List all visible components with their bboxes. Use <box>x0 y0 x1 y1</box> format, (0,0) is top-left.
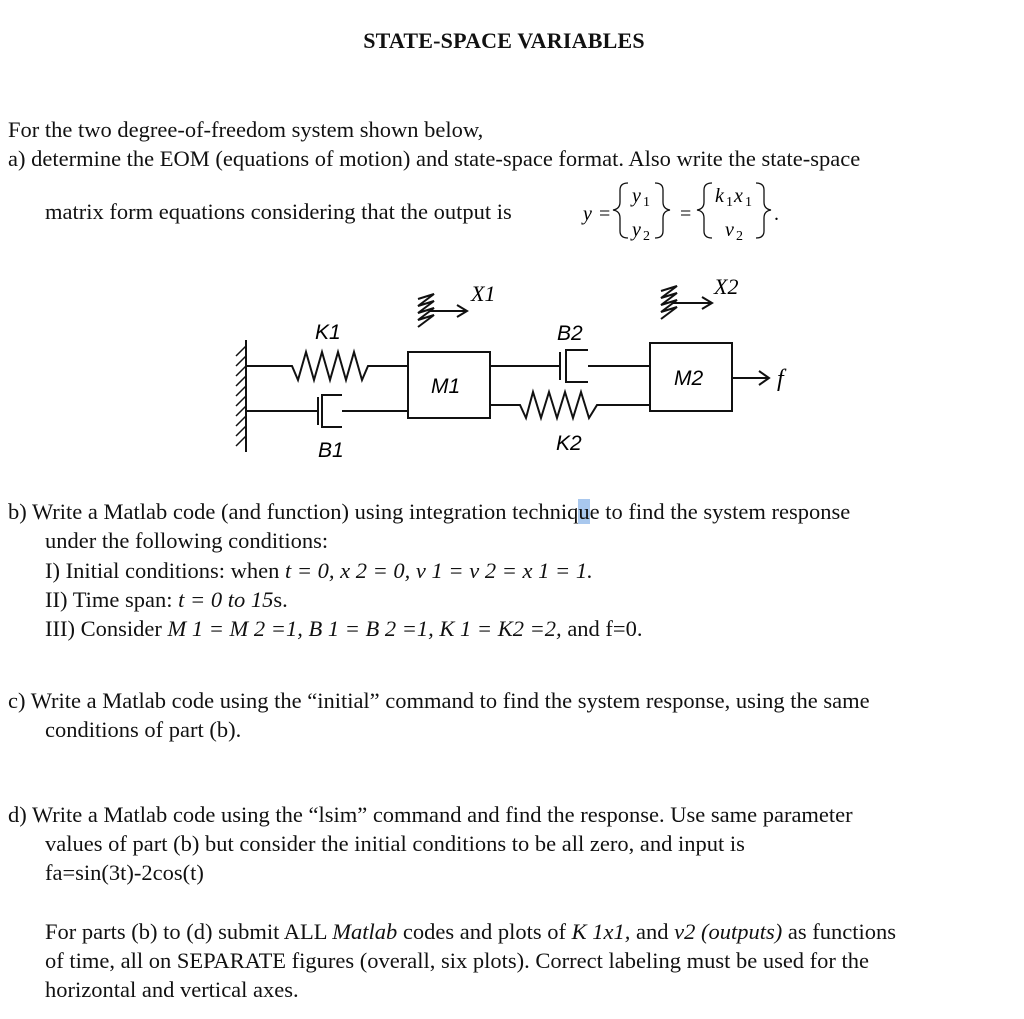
part-d-line3: fa=sin(3t)-2cos(t) <box>45 860 204 885</box>
closing-line2: of time, all on SEPARATE figures (overall, six plots). Correct labeling must be used for the <box>45 948 870 973</box>
label-b1: B1 <box>318 439 344 462</box>
closing-line3: horizontal and vertical axes. <box>45 977 299 1002</box>
label-x2: X2 <box>714 274 739 299</box>
mechanical-diagram <box>0 0 1024 480</box>
condition-iii <box>45 614 642 643</box>
part-b-line2: under the following conditions: <box>45 528 329 553</box>
eq-k1: k <box>715 185 724 207</box>
closing-l1-expr: K 1x1, <box>571 919 631 944</box>
label-k1: K1 <box>315 321 341 344</box>
label-m1: M1 <box>431 375 461 398</box>
eq-x1-sub: 1 <box>745 195 752 210</box>
eq-equals-2: = <box>680 203 692 225</box>
label-x1: X1 <box>471 281 496 306</box>
eq-y1-sub: 1 <box>643 195 650 210</box>
displacement-arrow-x1 <box>418 294 467 327</box>
condition-ii <box>45 585 288 614</box>
closing-l1-d: as functions <box>782 919 896 944</box>
eq-equals-1: = <box>599 203 611 225</box>
condition-i <box>45 556 593 585</box>
label-b2: B2 <box>557 322 583 345</box>
part-c-line1: c) Write a Matlab code using the “initial” command to find the system response, using the same <box>8 688 870 713</box>
condition-ii-suffix: s. <box>273 587 288 612</box>
eq-v2: v <box>725 219 734 241</box>
selected-text: u <box>578 499 590 524</box>
eq-y: y <box>583 203 592 225</box>
label-f: f <box>777 366 784 392</box>
spring-k1 <box>246 352 408 380</box>
part-b-line1-post: e to find the system response <box>589 499 851 524</box>
part-a-line2: matrix form equations considering that the output is <box>45 199 512 224</box>
part-b-line1 <box>8 497 850 526</box>
closing-l1-matlab: Matlab <box>332 919 398 944</box>
wall-hatch <box>236 346 246 446</box>
part-c-line2: conditions of part (b). <box>45 717 242 742</box>
damper-b1 <box>246 395 408 427</box>
eq-y1: y <box>632 185 641 207</box>
part-d-line2: values of part (b) but consider the initial conditions to be all zero, and input is <box>45 831 745 856</box>
closing-l1-v2: v2 (outputs) <box>674 919 783 944</box>
page-title: STATE-SPACE VARIABLES <box>363 28 645 53</box>
closing-l1-b: codes and plots of <box>397 919 572 944</box>
part-d-line1: d) Write a Matlab code using the “lsim” command and find the response. Use same parameter <box>8 802 853 827</box>
label-m2: M2 <box>674 367 704 390</box>
closing-l1-c: and <box>630 919 675 944</box>
condition-i-expr: t = 0, x 2 = 0, v 1 = v 2 = x 1 = 1. <box>284 558 593 583</box>
intro-text: For the two degree-of-freedom system shown below, <box>8 117 484 142</box>
condition-iii-suffix: and f=0. <box>561 616 643 641</box>
eq-period: . <box>774 203 779 225</box>
eq-v2-sub: 2 <box>736 229 743 244</box>
part-a-line1: a) determine the EOM (equations of motion) and state-space format. Also write the state-space <box>8 146 861 171</box>
damper-b2 <box>490 350 650 382</box>
eq-x1: x <box>734 185 743 207</box>
condition-ii-expr: t = 0 to 15 <box>178 587 274 612</box>
displacement-arrow-x2 <box>661 286 712 319</box>
eq-y2-sub: 2 <box>643 229 650 244</box>
spring-k2 <box>490 392 650 418</box>
part-b-line1-pre: b) Write a Matlab code (and function) using integration techniq <box>8 499 579 524</box>
condition-i-prefix: I) Initial conditions: when <box>45 558 285 583</box>
condition-iii-expr: M 1 = M 2 =1, B 1 = B 2 =1, K 1 = K2 =2, <box>167 616 562 641</box>
label-k2: K2 <box>556 432 582 455</box>
eq-y2: y <box>632 219 641 241</box>
condition-ii-prefix: II) Time span: <box>45 587 179 612</box>
closing-line1 <box>45 917 896 946</box>
closing-l1-a: For parts (b) to (d) submit ALL <box>45 919 333 944</box>
force-arrow <box>732 371 769 385</box>
eq-k1-sub: 1 <box>726 195 733 210</box>
condition-iii-prefix: III) Consider <box>45 616 168 641</box>
